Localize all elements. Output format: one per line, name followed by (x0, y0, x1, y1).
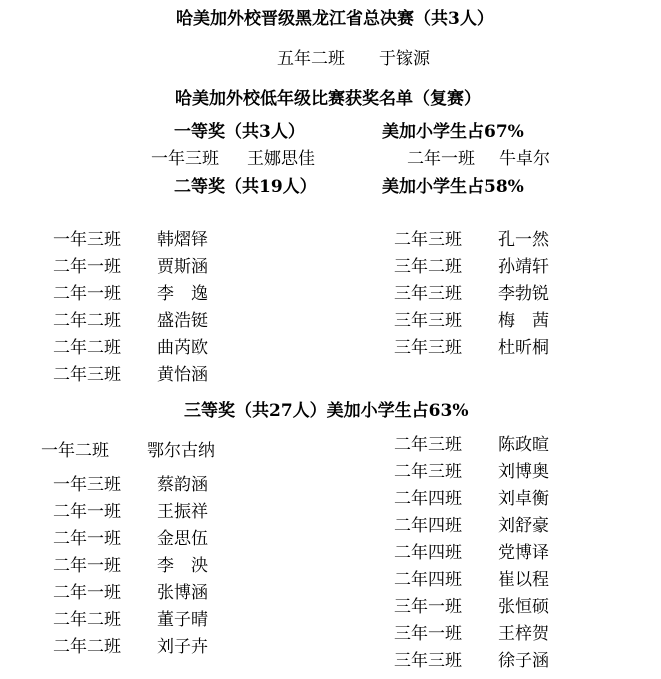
third-prize-left-entry (53, 474, 208, 496)
entry-class: 二年二班 (53, 637, 121, 657)
second-prize-left-entry (53, 337, 208, 359)
entry-name: 崔以程 (498, 570, 549, 590)
entry-class: 二年三班 (53, 365, 121, 385)
entry-class: 三年三班 (394, 651, 462, 671)
entry-name: 梅 茜 (498, 311, 549, 331)
entry-class: 二年二班 (53, 610, 121, 630)
third-prize-left-entry (53, 609, 208, 631)
entry-name: 金思伍 (157, 529, 208, 549)
entry-name: 王梓贺 (498, 624, 549, 644)
entry-name: 刘子卉 (157, 637, 208, 657)
finals-entry-class: 五年二班 (277, 49, 345, 69)
third-prize-right-entry (394, 488, 549, 510)
third-prize-right-entry (394, 542, 549, 564)
entry-class: 二年三班 (394, 462, 462, 482)
first-prize-title: 一等奖（共3人） (174, 122, 305, 142)
entry-class: 二年一班 (53, 583, 121, 603)
second-prize-right-entry (394, 229, 549, 251)
entry-class: 二年四班 (394, 570, 462, 590)
entry-name: 王娜思佳 (247, 149, 315, 169)
entry-name: 李 逸 (157, 284, 208, 304)
finals-entry (277, 48, 430, 70)
entry-class: 二年四班 (394, 543, 462, 563)
entry-class: 二年四班 (394, 516, 462, 536)
second-prize-right-entry (394, 283, 549, 305)
entry-class: 三年二班 (394, 257, 462, 277)
entry-name: 刘舒豪 (498, 516, 549, 536)
entry-class: 三年一班 (394, 624, 462, 644)
entry-name: 鄂尔古纳 (147, 441, 215, 461)
entry-class: 二年一班 (53, 257, 121, 277)
entry-name: 刘博奥 (498, 462, 549, 482)
entry-name: 李 泱 (157, 556, 208, 576)
entry-class: 三年三班 (394, 284, 462, 304)
entry-class: 三年三班 (394, 311, 462, 331)
finals-entry-name: 于镓源 (379, 49, 430, 69)
first-prize-entry (151, 148, 315, 170)
entry-name: 孔一然 (498, 230, 549, 250)
entry-name: 盛浩铤 (157, 311, 208, 331)
entry-name: 徐子涵 (498, 651, 549, 671)
entry-name: 牛卓尔 (499, 149, 550, 169)
third-prize-left-entry (53, 555, 208, 577)
second-prize-right-entry (394, 337, 549, 359)
third-prize-left-entry (41, 440, 215, 462)
entry-class: 一年三班 (53, 475, 121, 495)
entry-class: 二年四班 (394, 489, 462, 509)
entry-name: 刘卓衡 (498, 489, 549, 509)
third-prize-right-entry (394, 434, 549, 456)
second-prize-right-entry (394, 310, 549, 332)
entry-name: 张博涵 (157, 583, 208, 603)
entry-name: 陈政暄 (498, 435, 549, 455)
third-prize-right-entry (394, 461, 549, 483)
third-prize-left-entry (53, 501, 208, 523)
entry-class: 二年二班 (53, 338, 121, 358)
entry-name: 曲芮欧 (157, 338, 208, 358)
entry-name: 党博译 (498, 543, 549, 563)
second-prize-title: 二等奖（共19人） (174, 177, 317, 197)
entry-name: 董子晴 (157, 610, 208, 630)
entry-class: 三年三班 (394, 338, 462, 358)
entry-class: 一年二班 (41, 441, 109, 461)
third-prize-right-entry (394, 623, 549, 645)
entry-name: 蔡韵涵 (157, 475, 208, 495)
entry-name: 杜昕桐 (498, 338, 549, 358)
entry-class: 二年一班 (407, 149, 475, 169)
entry-name: 李勃锐 (498, 284, 549, 304)
first-prize-ratio: 美加小学生占67% (382, 122, 524, 142)
list-heading: 哈美加外校低年级比赛获奖名单（复赛） (175, 89, 481, 109)
entry-class: 二年一班 (53, 284, 121, 304)
third-prize-left-entry (53, 582, 208, 604)
entry-class: 二年一班 (53, 502, 121, 522)
second-prize-left-entry (53, 283, 208, 305)
third-prize-right-entry (394, 650, 549, 672)
entry-class: 一年三班 (53, 230, 121, 250)
third-prize-right-entry (394, 515, 549, 537)
entry-name: 张恒硕 (498, 597, 549, 617)
third-prize-left-entry (53, 528, 208, 550)
entry-class: 二年一班 (53, 556, 121, 576)
entry-name: 贾斯涵 (157, 257, 208, 277)
entry-name: 孙靖轩 (498, 257, 549, 277)
second-prize-left-entry (53, 229, 208, 251)
entry-name: 韩熠铎 (157, 230, 208, 250)
entry-class: 二年二班 (53, 311, 121, 331)
finals-heading: 哈美加外校晋级黑龙江省总决赛（共3人） (176, 9, 494, 29)
entry-class: 三年一班 (394, 597, 462, 617)
third-prize-right-entry (394, 596, 549, 618)
third-prize-title: 三等奖（共27人）美加小学生占63% (184, 401, 469, 421)
entry-class: 一年三班 (151, 149, 219, 169)
second-prize-right-entry (394, 256, 549, 278)
entry-class: 二年三班 (394, 230, 462, 250)
second-prize-ratio: 美加小学生占58% (382, 177, 524, 197)
second-prize-left-entry (53, 364, 208, 386)
entry-class: 二年三班 (394, 435, 462, 455)
entry-class: 二年一班 (53, 529, 121, 549)
third-prize-left-entry (53, 636, 208, 658)
entry-name: 王振祥 (157, 502, 208, 522)
entry-name: 黄怡涵 (157, 365, 208, 385)
third-prize-right-entry (394, 569, 549, 591)
second-prize-left-entry (53, 256, 208, 278)
second-prize-left-entry (53, 310, 208, 332)
first-prize-entry (407, 148, 550, 170)
